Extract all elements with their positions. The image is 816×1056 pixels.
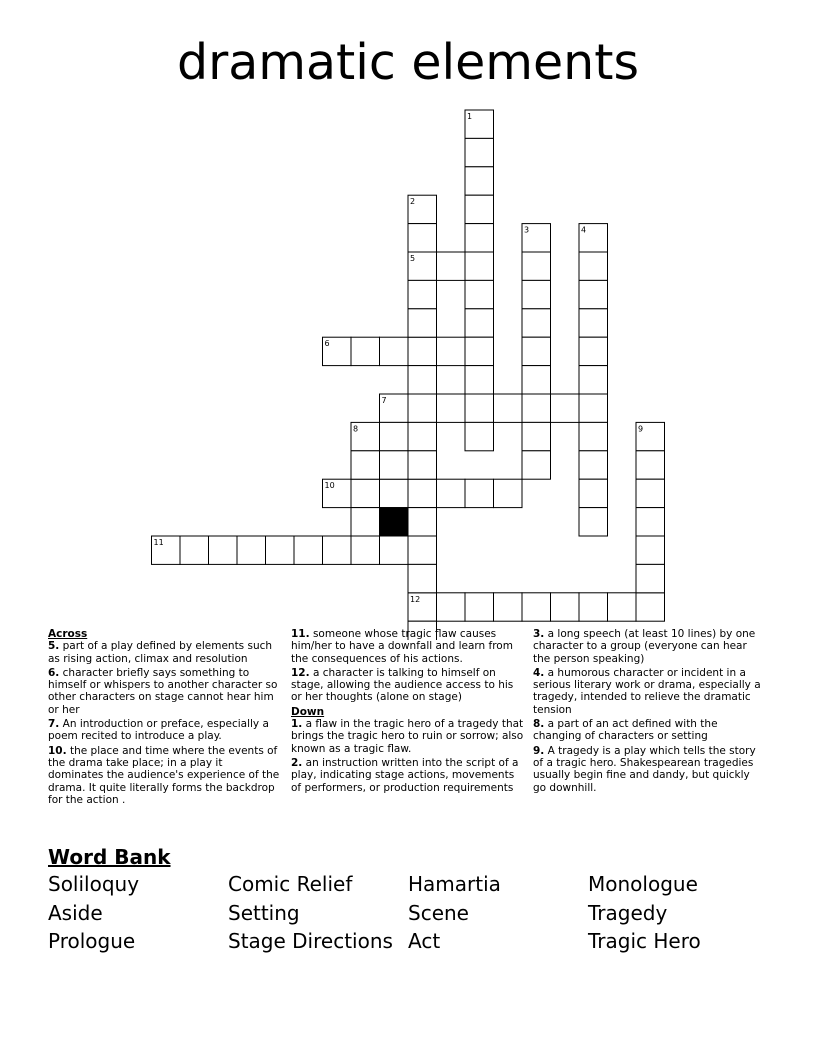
grid-cell[interactable] <box>636 536 665 564</box>
clues-column-2 <box>291 628 525 796</box>
grid-cell[interactable] <box>465 195 494 223</box>
grid-cell[interactable] <box>551 394 580 422</box>
grid-cell[interactable] <box>579 451 608 479</box>
grid-cell[interactable] <box>579 394 608 422</box>
grid-cell[interactable] <box>579 508 608 536</box>
grid-cell[interactable] <box>579 337 608 365</box>
grid-cell[interactable] <box>636 479 665 507</box>
grid-cell[interactable] <box>522 422 551 450</box>
grid-number: 5 <box>410 254 416 263</box>
grid-cell[interactable] <box>551 593 580 621</box>
grid-cell[interactable] <box>408 479 437 507</box>
grid-cell[interactable] <box>408 366 437 394</box>
word-bank-item: Tragic Hero <box>588 929 701 953</box>
clue-across-12: 12. a character is talking to himself on stage, allowing the audience access to his or her thoughts (alone on stage) <box>291 666 514 704</box>
grid-number: 6 <box>324 339 330 349</box>
grid-cell[interactable] <box>408 451 437 479</box>
grid-cell[interactable] <box>636 508 665 536</box>
clues-column-3 <box>533 628 765 796</box>
grid-number: 3 <box>524 225 530 235</box>
grid-cell[interactable] <box>608 593 637 621</box>
grid-cell[interactable] <box>579 309 608 337</box>
word-bank-item: Prologue <box>48 929 136 953</box>
grid-cell[interactable] <box>351 451 380 479</box>
grid-number: 9 <box>638 424 644 434</box>
grid-cell[interactable] <box>465 138 494 166</box>
grid-cell[interactable] <box>522 451 551 479</box>
grid-cell[interactable] <box>494 479 523 507</box>
clues-column-1 <box>48 628 280 808</box>
grid-cell[interactable] <box>180 536 209 564</box>
clue-across-5: 5. part of a play defined by elements such as rising action, climax and resolution <box>48 640 273 665</box>
grid-cell[interactable] <box>237 536 266 564</box>
clue-down-3: 3. a long speech (at least 10 lines) by one character to a group (everyone can hear the person speaking) <box>533 628 756 665</box>
grid-number: 2 <box>410 197 416 207</box>
word-bank-title: Word Bank <box>48 845 171 869</box>
grid-cell[interactable] <box>579 280 608 308</box>
word-bank-item: Act <box>408 929 441 953</box>
grid-number: 12 <box>410 594 421 604</box>
grid-cell[interactable] <box>465 394 494 422</box>
clue-across-7: 7. An introduction or preface, especially a poem recited to introduce a play. <box>48 718 269 743</box>
word-bank-item: Aside <box>48 900 103 925</box>
grid-number: 1 <box>467 112 473 121</box>
grid-cell[interactable] <box>380 451 409 479</box>
grid-number: 10 <box>324 481 335 491</box>
grid-cell[interactable] <box>437 479 466 507</box>
grid-cell[interactable] <box>465 337 494 365</box>
grid-cell[interactable] <box>351 479 380 507</box>
grid-cell[interactable] <box>465 309 494 337</box>
grid-cell[interactable] <box>351 508 380 536</box>
grid-cell[interactable] <box>408 309 437 337</box>
word-bank-item: Comic Relief <box>228 872 353 896</box>
grid-cell[interactable] <box>465 593 494 621</box>
word-bank-item: Stage Directions <box>228 929 393 953</box>
word-bank-item: Hamartia <box>408 872 501 896</box>
grid-cell[interactable] <box>465 422 494 450</box>
word-bank-item: Scene <box>408 900 469 925</box>
grid-cell[interactable] <box>408 422 437 450</box>
grid-cell[interactable] <box>636 593 665 621</box>
grid-cell[interactable] <box>323 536 352 564</box>
grid-cell[interactable] <box>522 593 551 621</box>
grid-cell[interactable] <box>522 309 551 337</box>
page-title: dramatic elements <box>177 34 639 91</box>
across-heading: Across <box>48 628 88 640</box>
blocked-cell <box>380 508 409 536</box>
clue-across-11: 11. someone whose tragic flaw causes him/her to have a downfall and learn from the consequences of his actions. <box>291 628 513 665</box>
grid-cell[interactable] <box>408 224 437 252</box>
grid-cell[interactable] <box>437 252 466 280</box>
grid-cell[interactable] <box>579 366 608 394</box>
word-bank-item: Setting <box>228 900 300 925</box>
grid-cell[interactable] <box>579 593 608 621</box>
grid-cell[interactable] <box>579 252 608 280</box>
grid-cell[interactable] <box>351 536 380 564</box>
clue-across-6: 6. character briefly says something to himself or whispers to another character so other characters on stage cannot hear him or her <box>48 666 278 716</box>
grid-cell[interactable] <box>437 337 466 365</box>
grid-cell[interactable] <box>380 536 409 564</box>
grid-number: 7 <box>381 396 387 405</box>
grid-cell[interactable] <box>380 337 409 365</box>
grid-cell[interactable] <box>437 394 466 422</box>
grid-cell[interactable] <box>408 564 437 592</box>
grid-cell[interactable] <box>636 564 665 592</box>
grid-cell[interactable] <box>408 394 437 422</box>
grid-cell[interactable] <box>465 167 494 195</box>
word-bank <box>48 872 768 958</box>
grid-cell[interactable] <box>408 536 437 564</box>
clue-across-10: 10. the place and time where the events of the drama take place; in a play it dominates the audience's experience of the drama. It quite literally forms the backdrop for the action . <box>48 744 280 806</box>
clue-down-1: 1. a flaw in the tragic hero of a tragedy that brings the tragic hero to ruin or sorrow; also known as a tragic flaw. <box>291 718 524 755</box>
grid-cell[interactable] <box>465 252 494 280</box>
grid-number: 11 <box>153 538 164 547</box>
grid-cell[interactable] <box>494 593 523 621</box>
grid-number: 8 <box>353 424 359 434</box>
clue-down-2: 2. an instruction written into the script of a play, indicating stage actions, movements of performers, or production requirements <box>291 756 519 794</box>
grid-cell[interactable] <box>465 224 494 252</box>
clue-down-9: 9. A tragedy is a play which tells the story of a tragic hero. Shakespearean tragedies usually begin fine and dandy, but quickly go downhill. <box>533 744 756 794</box>
grid-cell[interactable] <box>465 366 494 394</box>
grid-cell[interactable] <box>494 394 523 422</box>
grid-cell[interactable] <box>408 337 437 365</box>
grid-cell[interactable] <box>209 536 238 564</box>
grid-cell[interactable] <box>380 479 409 507</box>
grid-cell[interactable] <box>294 536 323 564</box>
word-bank-item: Monologue <box>588 872 698 896</box>
grid-cell[interactable] <box>408 508 437 536</box>
grid-cell[interactable] <box>522 252 551 280</box>
grid-cell[interactable] <box>579 479 608 507</box>
word-bank-item: Tragedy <box>588 900 668 925</box>
grid-cell[interactable] <box>522 366 551 394</box>
grid-cell[interactable] <box>579 422 608 450</box>
grid-cell[interactable] <box>636 451 665 479</box>
grid-cell[interactable] <box>380 422 409 450</box>
grid-cell[interactable] <box>522 394 551 422</box>
grid-cell[interactable] <box>437 593 466 621</box>
clue-down-4: 4. a humorous character or incident in a serious literary work or drama, especially a tragedy, intended to relieve the dramatic tension <box>533 666 761 716</box>
word-bank-item: Soliloquy <box>48 872 140 896</box>
grid-cell[interactable] <box>522 337 551 365</box>
clue-down-8: 8. a part of an act defined with the changing of characters or setting <box>533 718 718 743</box>
grid-cell[interactable] <box>465 479 494 507</box>
down-heading: Down <box>291 705 325 718</box>
grid-cell[interactable] <box>408 280 437 308</box>
grid-number: 4 <box>581 225 587 235</box>
grid-cell[interactable] <box>266 536 295 564</box>
grid-cell[interactable] <box>351 337 380 365</box>
grid-cell[interactable] <box>522 280 551 308</box>
grid-cell[interactable] <box>465 280 494 308</box>
